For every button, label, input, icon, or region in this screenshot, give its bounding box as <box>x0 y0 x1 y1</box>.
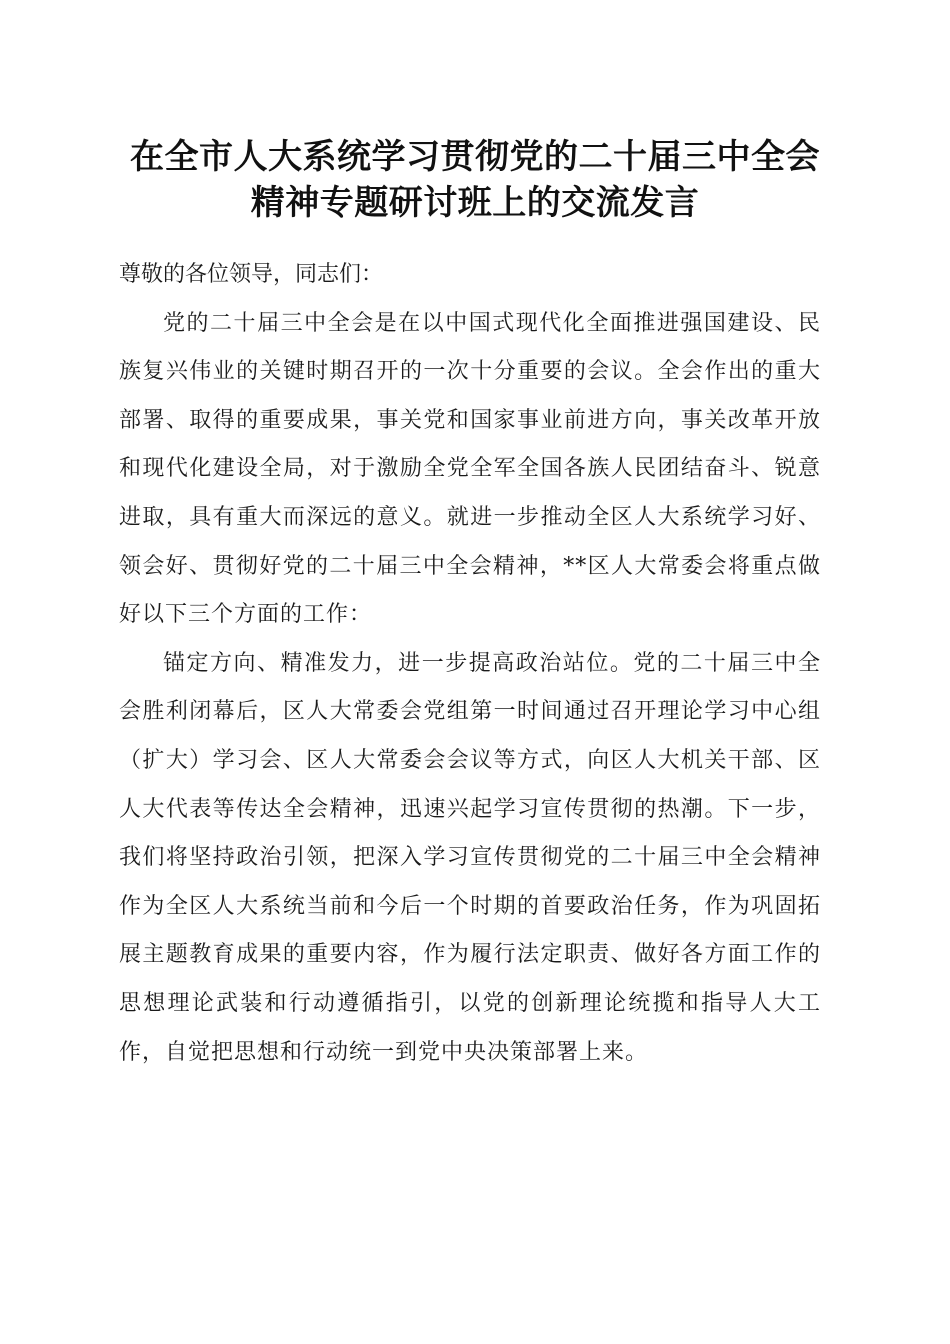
paragraph-political-stance: 锚定方向、精准发力，进一步提高政治站位。党的二十届三中全会胜利闭幕后，区人大常委会党组第一时间通过召开理论学习中心组（扩大）学习会、区人大常委会会议等方式，向区人大机关干部、区人大代表等传达全会精神，迅速兴起学习宣传贯彻的热潮。下一步，我们将坚持政治引领，把深入学习宣传贯彻党的二十届三中全会精神作为全区人大系统当前和今后一个时期的首要政治任务，作为巩固拓展主题教育成果的重要内容，作为履行法定职责、做好各方面工作的思想理论武装和行动遵循指引，以党的创新理论统揽和指导人大工作，自觉把思想和行动统一到党中央决策部署上来。 <box>119 650 821 1065</box>
salutation: 尊敬的各位领导，同志们： <box>119 262 384 287</box>
title-line-1: 在全市人大系统学习贯彻党的二十届三中全会 <box>130 137 820 177</box>
title-line-2: 精神专题研讨班上的交流发言 <box>250 183 700 223</box>
document-title <box>100 134 850 226</box>
document-body <box>119 251 821 1077</box>
paragraph-intro: 党的二十届三中全会是在以中国式现代化全面推进强国建设、民族复兴伟业的关键时期召开的一次十分重要的会议。全会作出的重大部署、取得的重要成果，事关党和国家事业前进方向，事关改革开放和现代化建设全局，对于激励全党全军全国各族人民团结奋斗、锐意进取，具有重大而深远的意义。就进一步推动全区人大系统学习好、领会好、贯彻好党的二十届三中全会精神，**区人大常委会将重点做好以下三个方面的工作： <box>119 310 821 628</box>
